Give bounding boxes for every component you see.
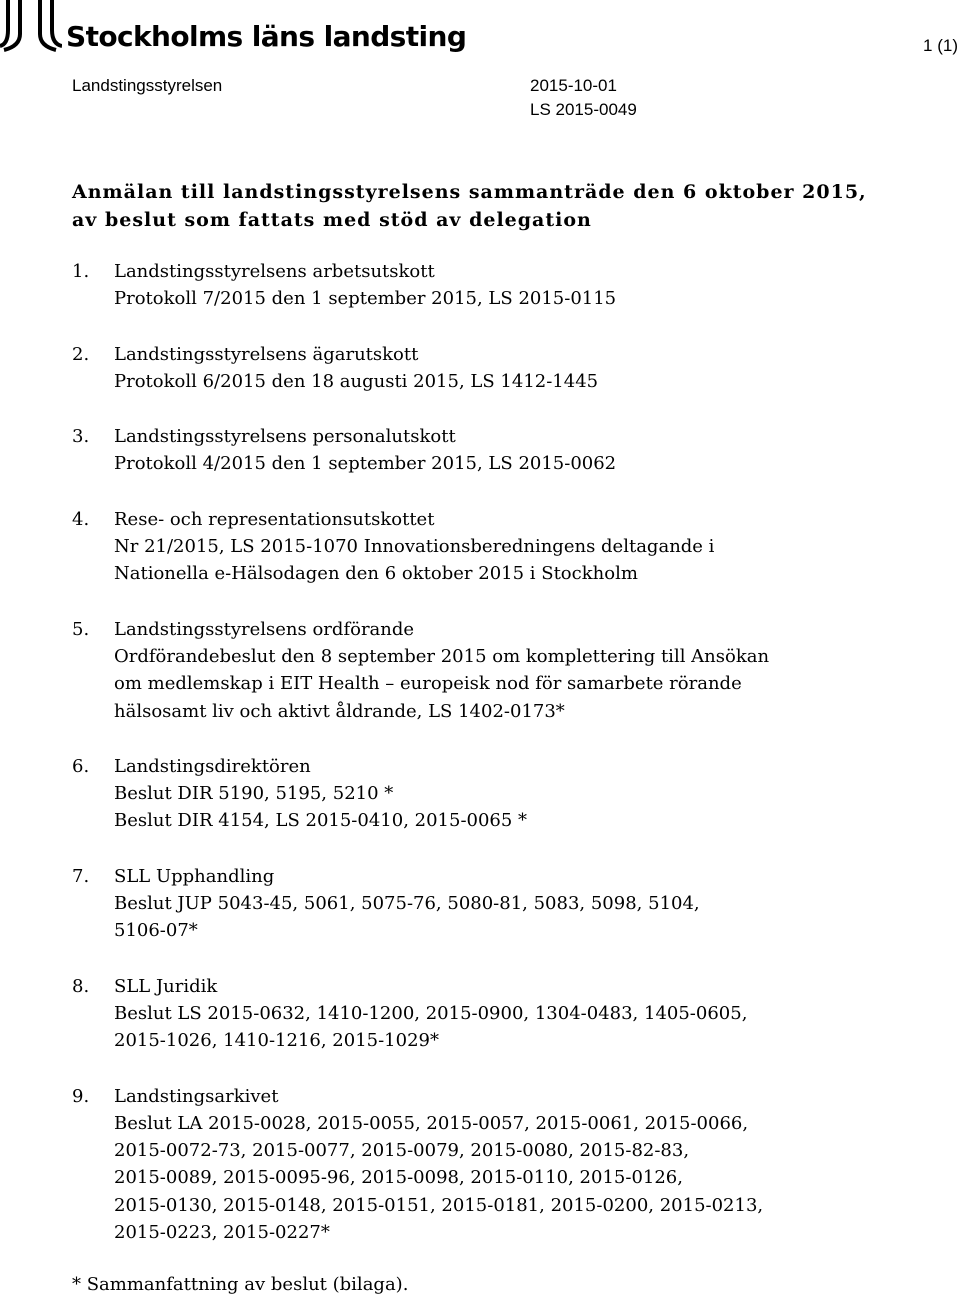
sll-logo-mark-icon xyxy=(0,0,62,52)
item-line: 2015-0130, 2015-0148, 2015-0151, 2015-0181, 2015-0200, 2015-0213, xyxy=(114,1194,764,1216)
item-number: 6. xyxy=(72,755,90,777)
item-line: 2015-0072-73, 2015-0077, 2015-0079, 2015-0080, 2015-82-83, xyxy=(114,1140,690,1162)
item-line: Protokoll 4/2015 den 1 september 2015, LS 2015-0062 xyxy=(114,453,617,475)
item-line: 2015-0223, 2015-0227* xyxy=(114,1222,330,1244)
list-item xyxy=(72,973,872,1055)
document-reference: LS 2015-0049 xyxy=(530,100,637,119)
list-item xyxy=(72,863,872,945)
list-item xyxy=(72,753,872,835)
item-line: Nationella e-Hälsodagen den 6 oktober 2015 i Stockholm xyxy=(114,563,638,585)
item-heading: Landstingsdirektören xyxy=(114,755,311,777)
item-number: 1. xyxy=(72,261,90,282)
item-number: 4. xyxy=(72,508,90,530)
item-line: om medlemskap i EIT Health – europeisk nod för samarbete rörande xyxy=(114,673,742,695)
item-line: Beslut JUP 5043-45, 5061, 5075-76, 5080-81, 5083, 5098, 5104, xyxy=(114,893,700,915)
item-number: 5. xyxy=(72,618,90,640)
item-heading: Landstingsstyrelsens ordförande xyxy=(114,618,415,640)
item-line: Nr 21/2015, LS 2015-1070 Innovationsberedningens deltagande i xyxy=(114,536,715,558)
item-number: 9. xyxy=(72,1085,90,1107)
document-date: 2015-10-01 xyxy=(530,76,617,95)
list-item xyxy=(72,341,872,396)
logo-text: Stockholms läns landsting xyxy=(66,20,467,53)
item-heading: Landstingsarkivet xyxy=(114,1085,279,1107)
item-line: Beslut DIR 5190, 5195, 5210 * xyxy=(114,783,394,805)
item-line: Protokoll 6/2015 den 18 augusti 2015, LS 1412-1445 xyxy=(114,370,599,392)
list-item xyxy=(72,423,872,478)
page-number: 1 (1) xyxy=(923,36,958,55)
footnote: * Sammanfattning av beslut (bilaga). xyxy=(72,1274,409,1295)
item-line: 5106-07* xyxy=(114,920,198,942)
list-item xyxy=(72,1083,872,1247)
item-heading: Landstingsstyrelsens personalutskott xyxy=(114,426,456,448)
list-item xyxy=(72,506,872,588)
item-line: Protokoll 7/2015 den 1 september 2015, LS 2015-0115 xyxy=(114,288,617,310)
item-heading: Landstingsstyrelsens arbetsutskott xyxy=(114,261,435,282)
item-line: Ordförandebeslut den 8 september 2015 om komplettering till Ansökan xyxy=(114,645,770,667)
item-line: Beslut LA 2015-0028, 2015-0055, 2015-0057, 2015-0061, 2015-0066, xyxy=(114,1112,749,1134)
item-number: 8. xyxy=(72,975,90,997)
item-heading: Landstingsstyrelsens ägarutskott xyxy=(114,343,419,365)
item-line: Beslut DIR 4154, LS 2015-0410, 2015-0065 * xyxy=(114,810,528,832)
list-item xyxy=(72,616,872,725)
list-item xyxy=(72,258,872,313)
item-number: 7. xyxy=(72,865,90,887)
item-list xyxy=(72,258,872,1246)
item-line: hälsosamt liv och aktivt åldrande, LS 1402-0173* xyxy=(114,700,565,722)
item-number: 3. xyxy=(72,426,90,448)
item-line: 2015-0089, 2015-0095-96, 2015-0098, 2015-0110, 2015-0126, xyxy=(114,1167,683,1189)
item-line: 2015-1026, 1410-1216, 2015-1029* xyxy=(114,1030,439,1052)
item-line: Beslut LS 2015-0632, 1410-1200, 2015-0900, 1304-0483, 1405-0605, xyxy=(114,1002,748,1024)
item-heading: SLL Juridik xyxy=(114,975,218,997)
item-heading: SLL Upphandling xyxy=(114,865,275,887)
document-title: Anmälan till landstingsstyrelsens sammanträde den 6 oktober 2015, av beslut som fattats med stöd av delegation xyxy=(72,181,867,231)
department: Landstingsstyrelsen xyxy=(72,76,223,95)
item-heading: Rese- och representationsutskottet xyxy=(114,508,435,530)
item-number: 2. xyxy=(72,343,90,365)
